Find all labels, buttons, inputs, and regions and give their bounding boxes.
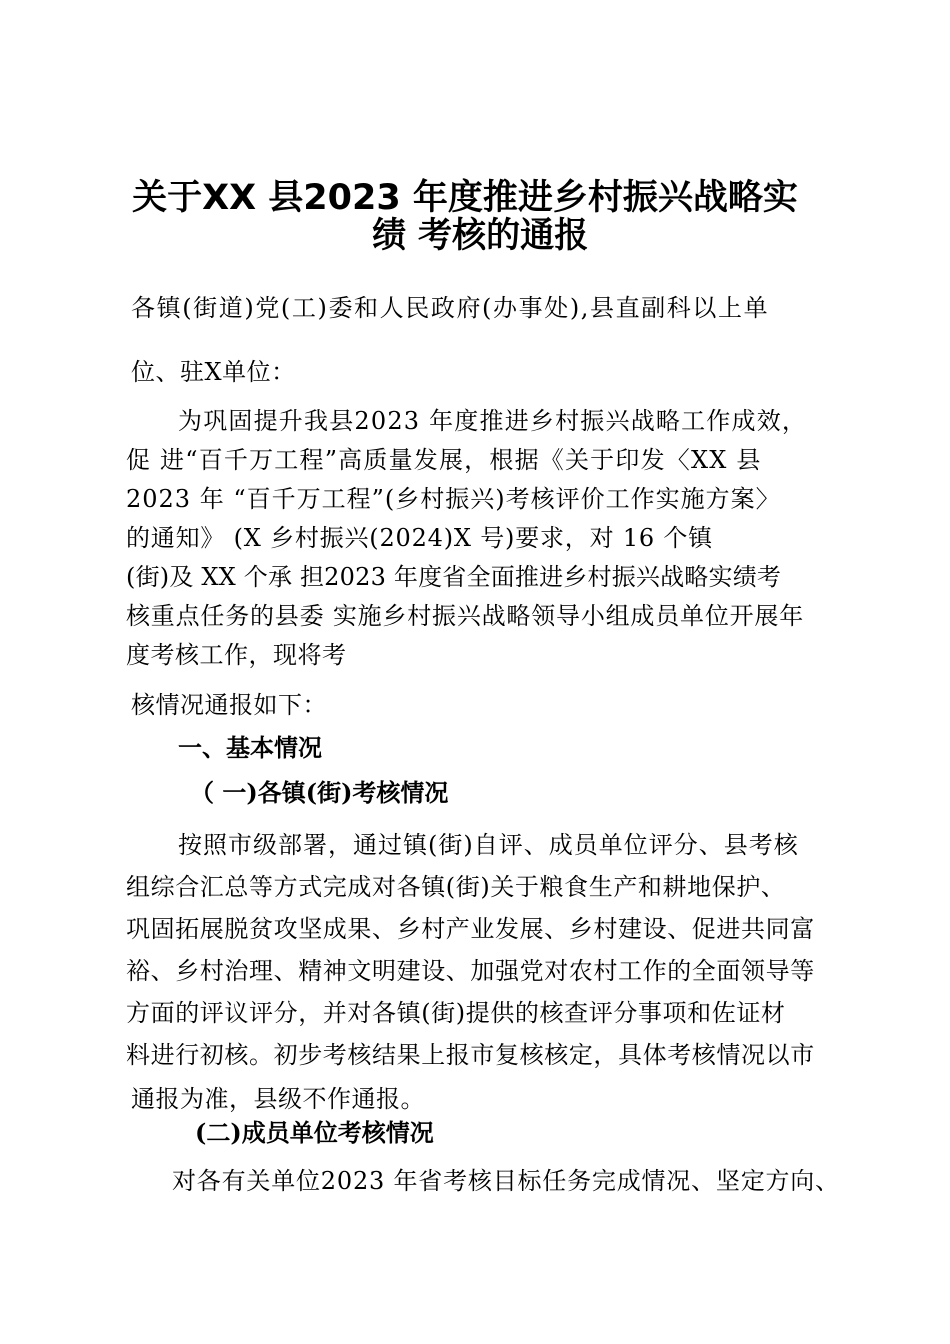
body-paragraph-line: 组综合汇总等方式完成对各镇(街)关于粮食生产和耕地保护、	[126, 873, 786, 901]
document-title-line-1: 关于XX 县2023 年度推进乡村振兴战略实	[132, 178, 798, 218]
body-paragraph-line: 裕、乡村治理、精神文明建设、加强党对农村工作的全面领导等	[126, 957, 815, 985]
body-paragraph-line: 方面的评议评分，并对各镇(街)提供的核查评分事项和佐证材	[126, 999, 786, 1027]
intro-paragraph-line: 核情况通报如下：	[131, 691, 327, 719]
subsection-heading: (二)成员单位考核情况	[195, 1118, 434, 1147]
intro-paragraph-line: 核重点任务的县委 实施乡村振兴战略领导小组成员单位开展年	[126, 602, 805, 630]
section-heading: 一、基本情况	[178, 734, 322, 762]
body-paragraph-line: 按照市级部署，通过镇(街)自评、成员单位评分、县考核	[178, 831, 799, 859]
intro-paragraph-line: 2023 年 “百千万工程”(乡村振兴)考核评价工作实施方案〉	[126, 485, 781, 513]
body-paragraph-line: 料进行初核。初步考核结果上报市复核核定，具体考核情况以市	[126, 1041, 815, 1069]
document-title-line-2: 绩 考核的通报	[372, 216, 589, 256]
intro-paragraph-line: 促 进“百千万工程”高质量发展，根据《关于印发〈XX 县	[126, 446, 762, 474]
intro-paragraph-line: 度考核工作，现将考	[126, 641, 347, 669]
body-paragraph-line: 巩固拓展脱贫攻坚成果、乡村产业发展、乡村建设、促进共同富	[126, 915, 815, 943]
addressee-line-1: 各镇(街道)党(工)委和人民政府(办事处),县直副科以上单	[131, 294, 770, 322]
intro-paragraph-line: 为巩固提升我县2023 年度推进乡村振兴战略工作成效，	[178, 407, 808, 435]
subsection-heading: （ 一)各镇(街)考核情况	[190, 778, 449, 807]
intro-paragraph-line: (街)及 XX 个承 担2023 年度省全面推进乡村振兴战略实绩考	[126, 563, 782, 591]
addressee-line-2: 位、驻X单位：	[131, 358, 296, 386]
body-paragraph-line: 对各有关单位2023 年省考核目标任务完成情况、坚定方向、	[172, 1167, 840, 1195]
body-paragraph-line: 通报为准，县级不作通报。	[131, 1085, 425, 1113]
intro-paragraph-line: 的通知》 (X 乡村振兴(2024)X 号)要求，对 16 个镇	[126, 524, 713, 552]
